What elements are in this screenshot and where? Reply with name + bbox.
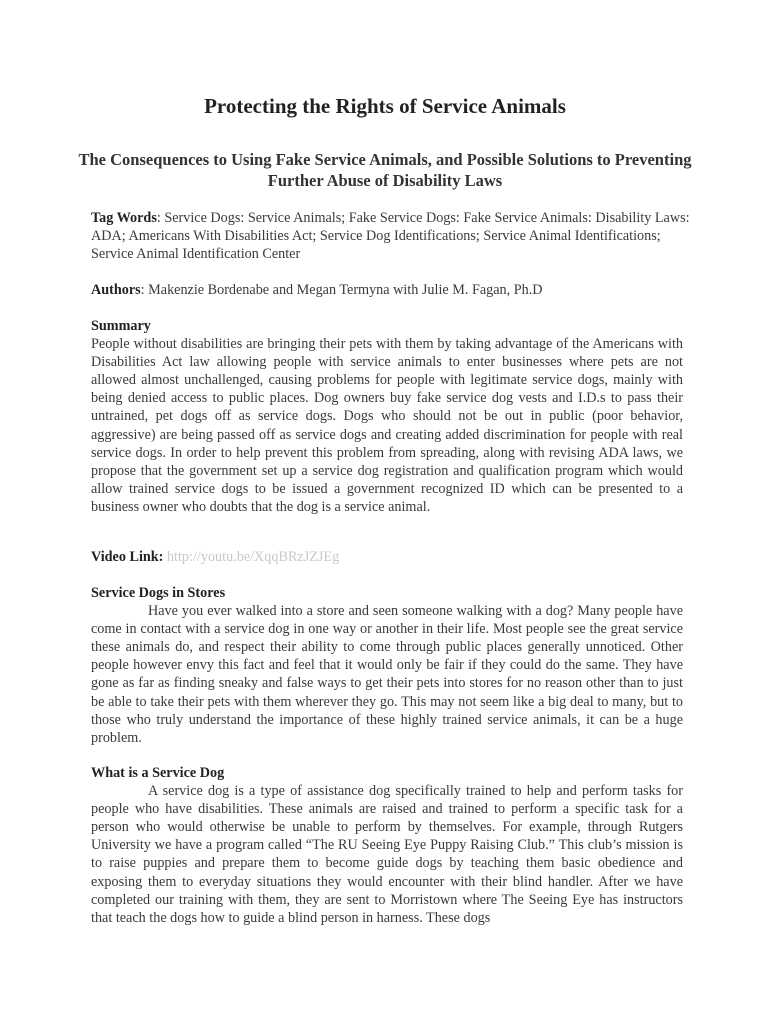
section-service-dogs-in-stores [91,584,683,747]
authors-label: Authors [91,282,141,298]
summary-heading: Summary [91,318,151,334]
summary-text: People without disabilities are bringing their pets with them by taking advantage of the Americans with Disabilities Act law allowing people with service animals to enter businesses where pets are not allowed almost unchallenged, causing problems for people with legitimate service dogs, mainly with being denied access to public places. Dog owners buy fake service dog vests and I.D.s to pass their untrained, pet dogs off as service dogs. Dogs who should not be out in public (poor behavior, aggressive) are being passed off as service dogs and creating added discrimination for people with real service dogs. In order to help prevent this problem from spreading, along with revising ADA laws, we propose that the government set up a service dog registration and qualification program which would allow trained service dogs to be issued a government recognized ID which can be presented to a business owner who doubts that the dog is a service animal. [91,336,683,515]
section1-heading: Service Dogs in Stores [91,585,226,601]
tag-words-paragraph [91,209,691,263]
document-subtitle: The Consequences to Using Fake Service Animals, and Possible Solutions to Preventing Further Abuse of Disability Laws [78,150,692,190]
section-what-is-a-service-dog [91,764,683,927]
video-link-paragraph [91,548,691,566]
tag-words-text: : Service Dogs: Service Animals; Fake Service Dogs: Fake Service Animals: Disability Laws: ADA; Americans With Disabilities Act; Service Dog Identifications; Service Animal Identifications; Service Animal Identification Center [91,210,690,263]
document-title: Protecting the Rights of Service Animals [204,94,566,118]
authors-text: : Makenzie Bordenabe and Megan Termyna with Julie M. Fagan, Ph.D [140,282,543,298]
tag-words-label: Tag Words [91,210,157,226]
summary-section [91,317,683,516]
video-link-label: Video Link: [91,549,164,565]
authors-paragraph [91,281,691,299]
section2-heading: What is a Service Dog [91,765,225,781]
section2-text: A service dog is a type of assistance dog specifically trained to help and perform tasks for people who have disabilities. These animals are raised and trained to perform a specific task for a person who would otherwise be unable to perform by themselves. For example, through Rutgers University we have a program called “The RU Seeing Eye Puppy Raising Club.” This club’s mission is to raise puppies and prepare them to become guide dogs by teaching them basic obedience and exposing them to everyday situations they would encounter with their blind handler. After we have completed our training with them, they are sent to Morristown where The Seeing Eye has instructors that teach the dogs how to guide a blind person in harness. These dogs [91,783,683,926]
video-link[interactable]: http://youtu.be/XqqBRzJZJEg [166,549,340,565]
section1-text: Have you ever walked into a store and seen someone walking with a dog? Many people have come in contact with a service dog in one way or another in their life. Most people see the great service these animals do, and respect their ability to come through public places generally unnoticed. Other people however envy this fact and feel that it would only be fair if they could do the same. They have gone as far as finding sneaky and false ways to get their pets into stores for no reason other than to just be able to take their pets with them wherever they go. This may not seem like a big deal to many, but to those who truly understand the importance of these highly trained service animals, it can be a huge problem. [91,603,683,746]
